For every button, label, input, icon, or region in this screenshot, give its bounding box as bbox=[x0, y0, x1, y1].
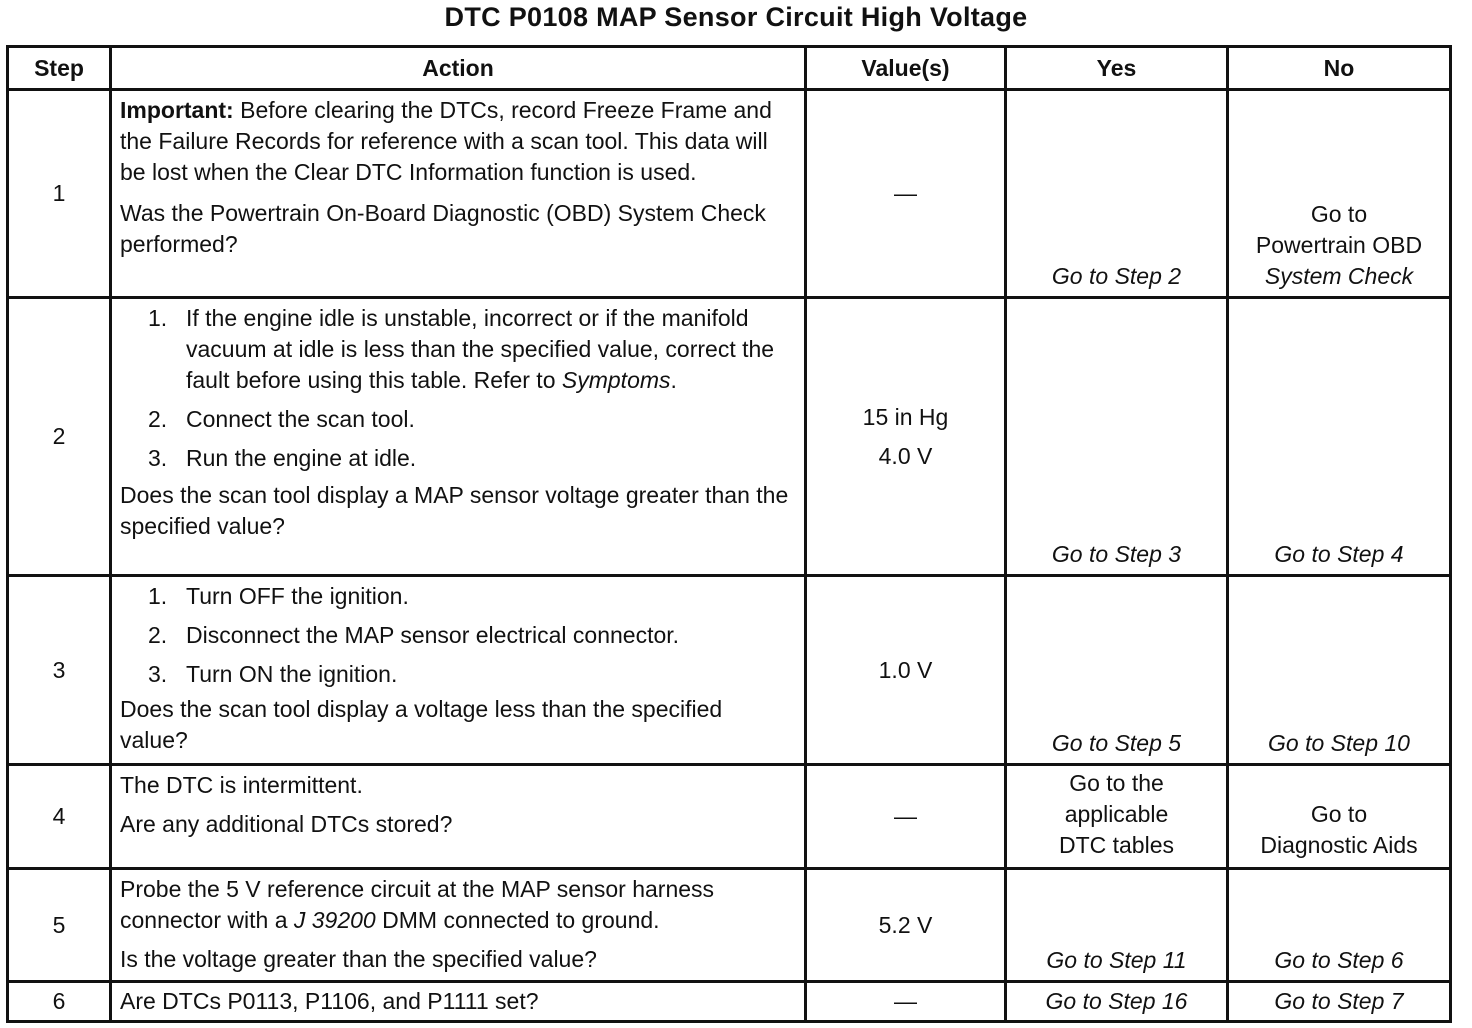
value-cell bbox=[806, 298, 1006, 576]
action-question: Does the scan tool display a voltage less than the specified value? bbox=[120, 696, 723, 753]
value-cell: — bbox=[806, 765, 1006, 869]
no-cell: Go to Step 4 bbox=[1228, 298, 1451, 576]
yes-line: applicable bbox=[1064, 801, 1169, 827]
list-item bbox=[148, 581, 796, 612]
action-cell bbox=[111, 576, 806, 765]
step-number: 4 bbox=[8, 765, 111, 869]
action-question: Are DTCs P0113, P1106, and P1111 set? bbox=[120, 988, 539, 1014]
action-text: The DTC is intermittent. bbox=[120, 772, 363, 798]
header-values: Value(s) bbox=[806, 47, 1006, 90]
header-no: No bbox=[1228, 47, 1451, 90]
action-question: Was the Powertrain On-Board Diagnostic (OBD) System Check performed? bbox=[120, 200, 766, 257]
no-cell: Go to Step 10 bbox=[1228, 576, 1451, 765]
important-label: Important: bbox=[120, 97, 234, 123]
no-cell: Go to Step 6 bbox=[1228, 869, 1451, 982]
value-line: 15 in Hg bbox=[862, 403, 949, 430]
step-number: 1 bbox=[8, 90, 111, 298]
value-cell: — bbox=[806, 982, 1006, 1022]
table-row bbox=[8, 869, 1451, 982]
yes-cell: Go to Step 5 bbox=[1006, 576, 1228, 765]
action-question: Is the voltage greater than the specified value? bbox=[120, 946, 597, 972]
action-cell bbox=[111, 765, 806, 869]
value-cell: 1.0 V bbox=[806, 576, 1006, 765]
step-list bbox=[120, 303, 796, 474]
item-text: Connect the scan tool. bbox=[186, 406, 415, 432]
action-text-a: Probe the 5 V reference circuit at the MAP sensor harness connector with a bbox=[120, 876, 715, 933]
item-number: 3. bbox=[148, 661, 168, 687]
diagnostic-table bbox=[6, 45, 1452, 1023]
action-cell bbox=[111, 90, 806, 298]
step-number: 6 bbox=[8, 982, 111, 1022]
value-line: 4.0 V bbox=[878, 442, 933, 469]
no-line: Powertrain OBD bbox=[1255, 232, 1423, 258]
step-number: 2 bbox=[8, 298, 111, 576]
value-cell: 5.2 V bbox=[806, 869, 1006, 982]
action-text bbox=[120, 874, 796, 936]
item-number: 1. bbox=[148, 583, 168, 609]
action-text-b: DMM connected to ground. bbox=[375, 907, 660, 933]
step-number: 3 bbox=[8, 576, 111, 765]
yes-cell: Go to Step 16 bbox=[1006, 982, 1228, 1022]
step-list bbox=[120, 581, 796, 690]
yes-line: DTC tables bbox=[1058, 832, 1175, 858]
item-text: Disconnect the MAP sensor electrical connector. bbox=[186, 622, 680, 648]
table-row bbox=[8, 982, 1451, 1022]
no-line: Diagnostic Aids bbox=[1260, 831, 1418, 858]
action-cell bbox=[111, 869, 806, 982]
step-number: 5 bbox=[8, 869, 111, 982]
list-item bbox=[148, 620, 796, 651]
table-row bbox=[8, 90, 1451, 298]
item-number: 2. bbox=[148, 622, 168, 648]
list-item bbox=[148, 659, 796, 690]
no-line: Go to bbox=[1310, 201, 1368, 227]
header-step: Step bbox=[8, 47, 111, 90]
value-cell: — bbox=[806, 90, 1006, 298]
item-text: Run the engine at idle. bbox=[186, 445, 417, 471]
item-text-main: If the engine idle is unstable, incorrect or if the manifold vacuum at idle is less than the specified value, correct the fault before using this table. Refer to bbox=[186, 305, 775, 393]
important-note bbox=[120, 95, 796, 188]
tool-name: J 39200 bbox=[293, 907, 376, 933]
table-row bbox=[8, 576, 1451, 765]
important-text: Before clearing the DTCs, record Freeze Frame and the Failure Records for reference with a scan tool. This data will be lost when the Clear DTC Information function is used. bbox=[120, 97, 772, 185]
yes-cell: Go to Step 2 bbox=[1006, 90, 1228, 298]
table-header-row bbox=[8, 47, 1451, 90]
item-number: 3. bbox=[148, 445, 168, 471]
yes-line: Go to the bbox=[1069, 770, 1164, 796]
action-question: Are any additional DTCs stored? bbox=[120, 811, 453, 837]
item-text bbox=[186, 303, 796, 396]
header-action: Action bbox=[111, 47, 806, 90]
no-line: System Check bbox=[1264, 263, 1414, 289]
header-yes: Yes bbox=[1006, 47, 1228, 90]
page-title: DTC P0108 MAP Sensor Circuit High Voltage bbox=[444, 2, 1028, 32]
action-cell bbox=[111, 298, 806, 576]
item-number: 1. bbox=[148, 305, 168, 331]
yes-cell: Go to Step 3 bbox=[1006, 298, 1228, 576]
yes-cell bbox=[1006, 765, 1228, 869]
item-ref: Symptoms bbox=[561, 367, 671, 393]
table-row bbox=[8, 765, 1451, 869]
action-cell bbox=[111, 982, 806, 1022]
no-cell bbox=[1228, 765, 1451, 869]
item-text: Turn ON the ignition. bbox=[186, 661, 398, 687]
item-text: Turn OFF the ignition. bbox=[186, 583, 409, 609]
no-cell bbox=[1228, 90, 1451, 298]
no-line: Go to bbox=[1310, 800, 1368, 827]
list-item bbox=[148, 303, 796, 396]
yes-cell: Go to Step 11 bbox=[1006, 869, 1228, 982]
no-cell: Go to Step 7 bbox=[1228, 982, 1451, 1022]
item-number: 2. bbox=[148, 406, 168, 432]
list-item bbox=[148, 443, 796, 474]
action-question: Does the scan tool display a MAP sensor voltage greater than the specified value? bbox=[120, 482, 789, 539]
table-row bbox=[8, 298, 1451, 576]
list-item bbox=[148, 404, 796, 435]
item-tail: . bbox=[670, 367, 677, 393]
